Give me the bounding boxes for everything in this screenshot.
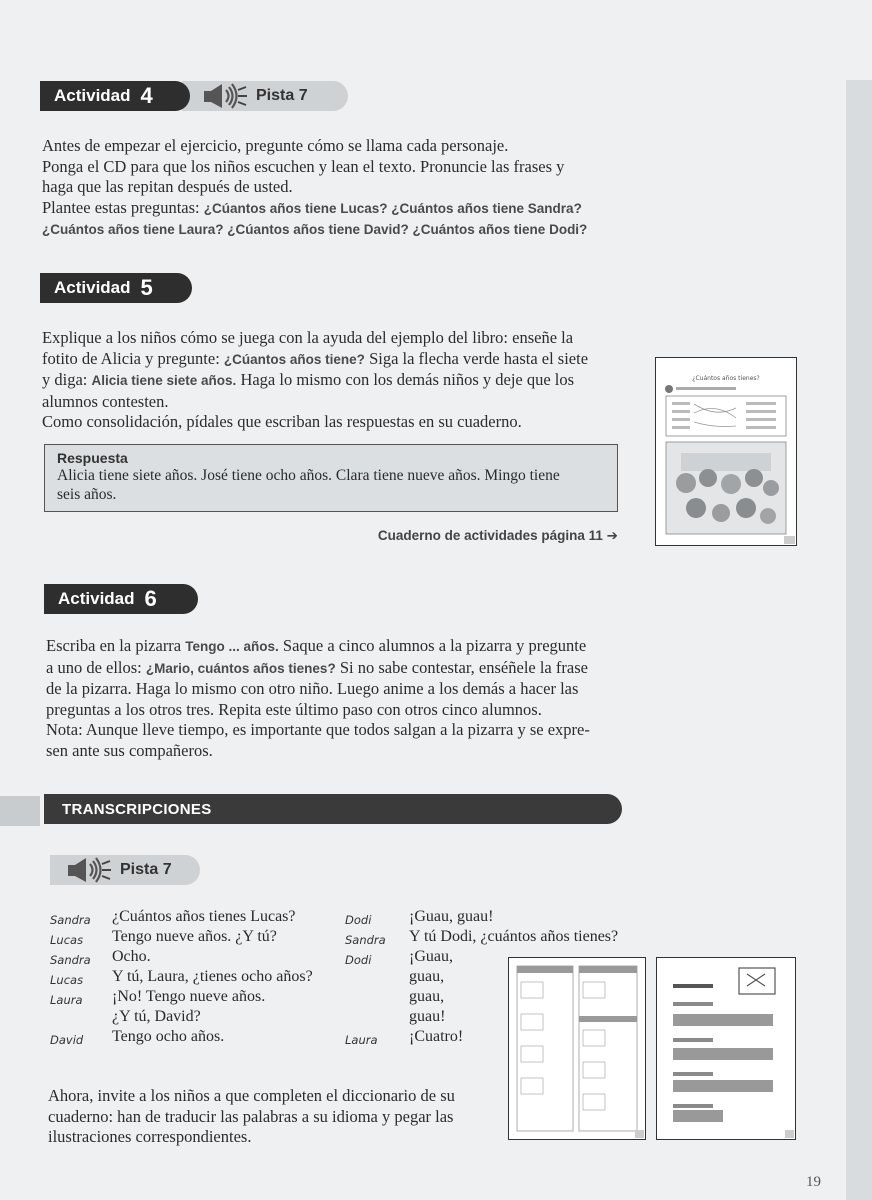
- dialog-line: [50, 927, 350, 947]
- workbook-page-illustration: [509, 958, 645, 1139]
- page-edge-shadow: [846, 80, 872, 1200]
- questions-intro: Plantee estas preguntas:: [42, 197, 200, 217]
- actividad-number: 6: [144, 586, 157, 611]
- text-line: [42, 219, 632, 241]
- speaker-name: Laura: [345, 1033, 378, 1047]
- transcripciones-header: TRANSCRIPCIONES: [44, 794, 622, 824]
- text-line: ilustraciones correspondientes.: [48, 1127, 252, 1146]
- track-label: Pista 7: [256, 87, 308, 104]
- speaker-name: [345, 987, 409, 1007]
- text-line: de la pizarra. Haga lo mismo con otro niño. Luego anime a los demás a hacer las: [46, 679, 579, 698]
- dialog-line: [50, 947, 350, 967]
- question-text: Alicia tiene siete años.: [91, 373, 237, 388]
- dialog-line: [50, 1007, 350, 1027]
- textbook-page-thumbnail: [655, 357, 797, 546]
- dialog-line: [345, 907, 635, 927]
- text-line: Antes de empezar el ejercicio, pregunte cómo se llama cada personaje.: [42, 136, 509, 155]
- speaker-name: [345, 1007, 409, 1027]
- dialog-text: Ocho.: [112, 948, 151, 965]
- speaker-name: Lucas: [50, 973, 84, 987]
- answer-box: [44, 444, 618, 512]
- actividad-label: Actividad: [54, 86, 131, 105]
- dialog-text: Tengo ocho años.: [112, 1028, 225, 1045]
- question-text: Tengo ... años.: [185, 639, 279, 654]
- text-line: [46, 636, 636, 658]
- dialog-text: ¡No! Tengo nueve años.: [112, 988, 266, 1005]
- workbook-page-thumbnail: [508, 957, 646, 1140]
- dialog-text: Tengo nueve años. ¿Y tú?: [112, 928, 277, 945]
- text-line: [42, 349, 632, 371]
- text-line: Ponga el CD para que los niños escuchen y lean el texto. Pronuncie las frases y: [42, 156, 565, 176]
- recortables-page-illustration: [657, 958, 795, 1139]
- actividad-label: Actividad: [58, 589, 135, 608]
- closing-text: [48, 1086, 498, 1148]
- text-line: Explique a los niños cómo se juega con la ayuda del ejemplo del libro: enseñe la: [42, 328, 574, 347]
- dialog-text: ¿Cuántos años tienes Lucas?: [112, 908, 296, 925]
- speaker-name: Sandra: [345, 933, 386, 947]
- text-line: Nota: Aunque lleve tiempo, es importante que todos salgan a la pizarra y se expre-: [46, 720, 590, 739]
- actividad-number: 4: [140, 83, 153, 108]
- page-number: 19: [806, 1174, 821, 1190]
- track-badge-actividad4: [182, 81, 348, 111]
- thumbnail-illustration: [656, 358, 796, 545]
- dialog-text: guau!: [409, 1008, 446, 1025]
- actividad4-text: [42, 136, 632, 241]
- dialog-line: [50, 967, 350, 987]
- question-text: ¿Cúantos años tiene?: [223, 351, 365, 367]
- dialog-line: [50, 1027, 350, 1047]
- question-text: ¿Cuántos años tiene Laura? ¿Cúantos años tiene David? ¿Cuántos años tiene Dodi?: [42, 222, 588, 237]
- dialog-text: ¿Y tú, David?: [112, 1008, 201, 1025]
- question-text: ¿Cúantos años tiene Lucas? ¿Cuántos años tiene Sandra?: [203, 200, 582, 216]
- speaker-name: Laura: [50, 993, 83, 1007]
- answer-title: Respuesta: [57, 450, 128, 466]
- dialog-text: guau,: [409, 968, 445, 985]
- speaker-name: Sandra: [50, 913, 91, 927]
- speaker-name: Dodi: [345, 953, 372, 967]
- speaker-icon: [60, 855, 114, 885]
- text-span: y diga:: [42, 370, 88, 389]
- answer-line: Alicia tiene siete años. José tiene ocho años. Clara tiene nueve años. Mingo tiene: [57, 467, 560, 484]
- dialog-line: [345, 927, 635, 947]
- text-span: fotito de Alicia y pregunte:: [42, 348, 220, 368]
- text-span: Siga la flecha verde hasta el siete: [369, 348, 589, 368]
- text-span: a uno de ellos:: [46, 657, 142, 677]
- dialog-text: ¡Guau,: [409, 948, 453, 965]
- text-line: sen ante sus compañeros.: [46, 740, 213, 760]
- question-text: ¿Mario, cuántos años tienes?: [145, 660, 336, 676]
- workbook-reference: Cuaderno de actividades página 11 ➔: [377, 528, 618, 543]
- actividad-number: 5: [140, 275, 153, 300]
- actividad-label: Actividad: [54, 278, 131, 297]
- track-badge-transcripciones: [50, 855, 200, 885]
- track-label: Pista 7: [120, 861, 172, 878]
- text-line: alumnos contesten.: [42, 391, 169, 411]
- speaker-name: Sandra: [50, 953, 91, 967]
- text-line: Como consolidación, pídales que escriban las respuestas en su cuaderno.: [42, 412, 522, 431]
- text-line: [46, 658, 636, 680]
- actividad5-text: [42, 328, 632, 433]
- text-line: [42, 198, 632, 220]
- speaker-name: Lucas: [50, 933, 84, 947]
- speaker-name: David: [50, 1033, 84, 1047]
- speaker-name: [50, 1007, 112, 1027]
- actividad6-header: [44, 584, 198, 614]
- text-line: Ahora, invite a los niños a que completen el diccionario de su: [48, 1086, 455, 1105]
- actividad4-header: [40, 81, 190, 111]
- text-span: Si no sabe contestar, enséñele la frase: [339, 657, 588, 677]
- answer-line: seis años.: [57, 486, 117, 503]
- dialog-line: [50, 907, 350, 927]
- text-line: haga que las repitan después de usted.: [42, 177, 293, 196]
- dialog-text: ¡Cuatro!: [409, 1028, 464, 1045]
- recortables-page-thumbnail: [656, 957, 796, 1140]
- text-line: [42, 370, 632, 392]
- dialog-text: Y tú Dodi, ¿cuántos años tienes?: [409, 928, 619, 945]
- actividad5-header: [40, 273, 192, 303]
- dialog-left: [50, 907, 350, 1047]
- dialog-line: [50, 987, 350, 1007]
- thumbnail-title: ¿Cuántos años tienes?: [692, 375, 760, 382]
- text-span: Saque a cinco alumnos a la pizarra y pregunte: [282, 636, 587, 655]
- dialog-text: guau,: [409, 988, 445, 1005]
- text-line: cuaderno: han de traducir las palabras a su idioma y pegar las: [48, 1106, 454, 1126]
- text-span: Escriba en la pizarra: [46, 636, 182, 655]
- speaker-icon: [196, 81, 250, 111]
- dialog-text: ¡Guau, guau!: [409, 908, 494, 925]
- actividad6-text: [46, 636, 636, 761]
- left-edge-band: [0, 796, 40, 826]
- speaker-name: [345, 967, 409, 987]
- dialog-text: Y tú, Laura, ¿tienes ocho años?: [112, 968, 313, 985]
- text-line: preguntas a los otros tres. Repita este último paso con otros cinco alumnos.: [46, 699, 542, 719]
- speaker-name: Dodi: [345, 913, 372, 927]
- text-span: Haga lo mismo con los demás niños y deje que los: [240, 370, 575, 389]
